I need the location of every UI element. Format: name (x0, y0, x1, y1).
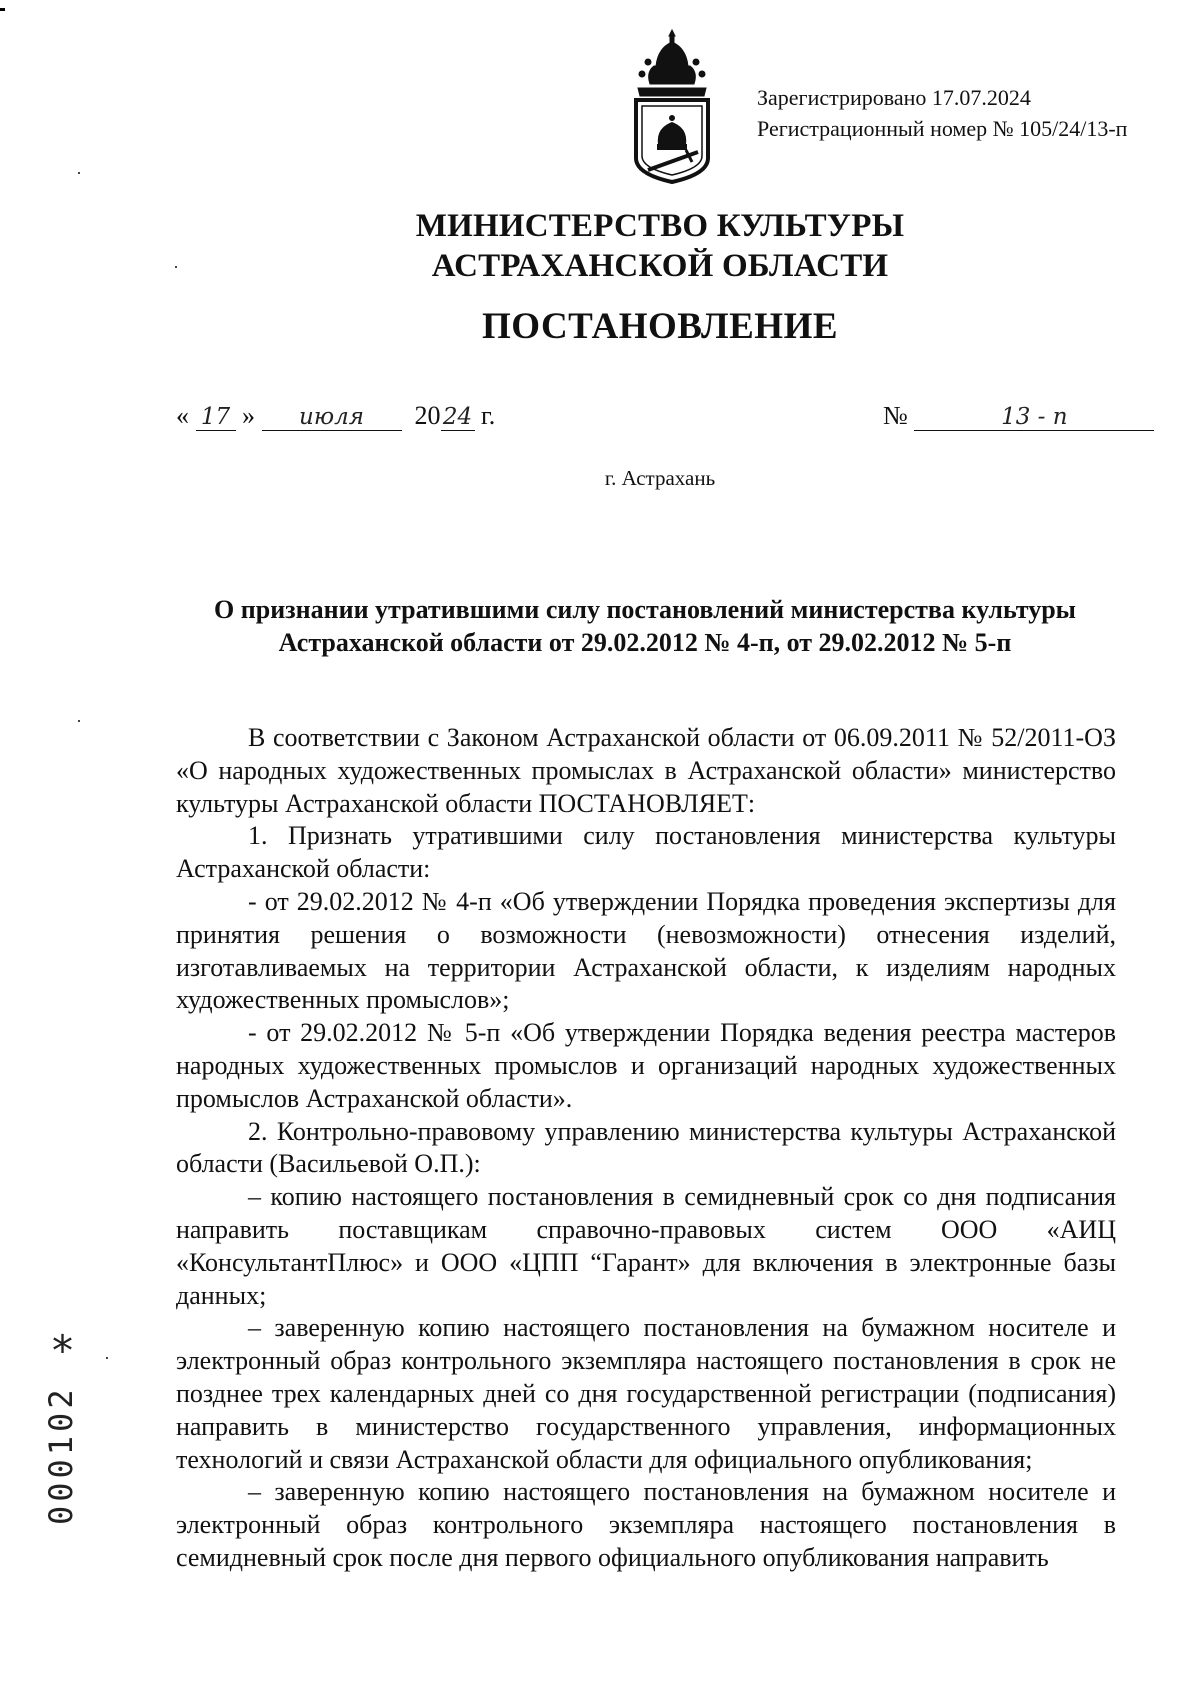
document-number (883, 401, 1154, 431)
registration-stamp (757, 82, 1127, 144)
astrakhan-coat-of-arms-icon (626, 26, 718, 186)
date-open-quote: « (176, 401, 189, 430)
body-paragraph-item-2c: – заверенную копию настоящего постановления на бумажном носителе и электронный образ контрольного экземпляра настоящего постановления в семидневный срок после дня первого официального опубликования направить (176, 1477, 1116, 1572)
body-paragraph-item-2b: – заверенную копию настоящего постановления на бумажном носителе и электронный образ контрольного экземпляра настоящего постановления в срок не позднее трех календарных дней со дня государственной регистрации (подписания) направить в министерство государственного управления, информационных технологий и связи Астраханской области для официального опубликования; (176, 1313, 1116, 1474)
registration-number: Регистрационный номер № 105/24/13-п (757, 116, 1128, 141)
scan-speck (78, 172, 80, 174)
document-city: г. Астрахань (604, 466, 716, 490)
date-year-suffix: 24 (441, 404, 475, 431)
date-month: июля (262, 404, 402, 431)
body-paragraph-item-1b: - от 29.02.2012 № 5-п «Об утверждении Порядка ведения реестра мастеров народных художественных промыслов и организаций народных художественных промыслов Астраханской области». (176, 1018, 1116, 1113)
body-paragraph-item-2: 2. Контрольно-правовому управлению министерства культуры Астраханской области (Васильевой О.П.): (176, 1116, 1116, 1179)
body-paragraph-item-1a: - от 29.02.2012 № 4-п «Об утверждении Порядка проведения экспертизы для принятия решения о возможности (невозможности) отнесения изделий, изготавливаемых на территории Астраханской области, к изделиям народных художественных промыслов»; (176, 886, 1116, 1015)
document-type: ПОСТАНОВЛЕНИЕ (481, 306, 839, 347)
ministry-name: МИНИСТЕРСТВО КУЛЬТУРЫ (415, 208, 905, 244)
ministry-region: АСТРАХАНСКОЙ ОБЛАСТИ (431, 248, 889, 284)
body-paragraph-item-2a: – копию настоящего постановления в семидневный срок со дня подписания направить поставщикам справочно-правовых систем ООО «АИЦ «КонсультантПлюс» и ООО «ЦПП “Гарант» для включения в электронные базы данных; (176, 1182, 1116, 1310)
side-stamp-number: 000102 (42, 1385, 80, 1525)
date-year-prefix: 20 (414, 401, 441, 430)
date-close-quote: » (242, 401, 255, 430)
registration-date: Зарегистрировано 17.07.2024 (757, 85, 1031, 110)
side-stamp-star: * (52, 1326, 73, 1375)
document-date (176, 401, 495, 431)
date-day: 17 (196, 404, 236, 431)
scan-speck (175, 266, 177, 268)
ministry-title (0, 206, 1200, 286)
scan-edge-mark (0, 8, 5, 11)
body-paragraph-preamble: В соответствии с Законом Астраханской области от 06.09.2011 № 52/2011-ОЗ «О народных художественных промыслах в Астраханской области» министерство культуры Астраханской области ПОСТАНОВЛЯЕТ: (176, 723, 1116, 818)
body-paragraph-item-1: 1. Признать утратившими силу постановления министерства культуры Астраханской области: (176, 821, 1116, 884)
document-body (176, 722, 1116, 1575)
scan-speck (78, 720, 80, 722)
scan-speck (106, 1357, 108, 1359)
document-subject (175, 593, 1115, 659)
number-value: 13 - п (914, 404, 1154, 431)
date-year-unit: г. (481, 401, 496, 430)
subject-line-2: Астраханской области от 29.02.2012 № 4-п, от 29.02.2012 № 5-п (278, 628, 1012, 657)
subject-line-1: О признании утратившими силу постановлений министерства культуры (214, 595, 1076, 624)
number-label: № (883, 401, 908, 430)
